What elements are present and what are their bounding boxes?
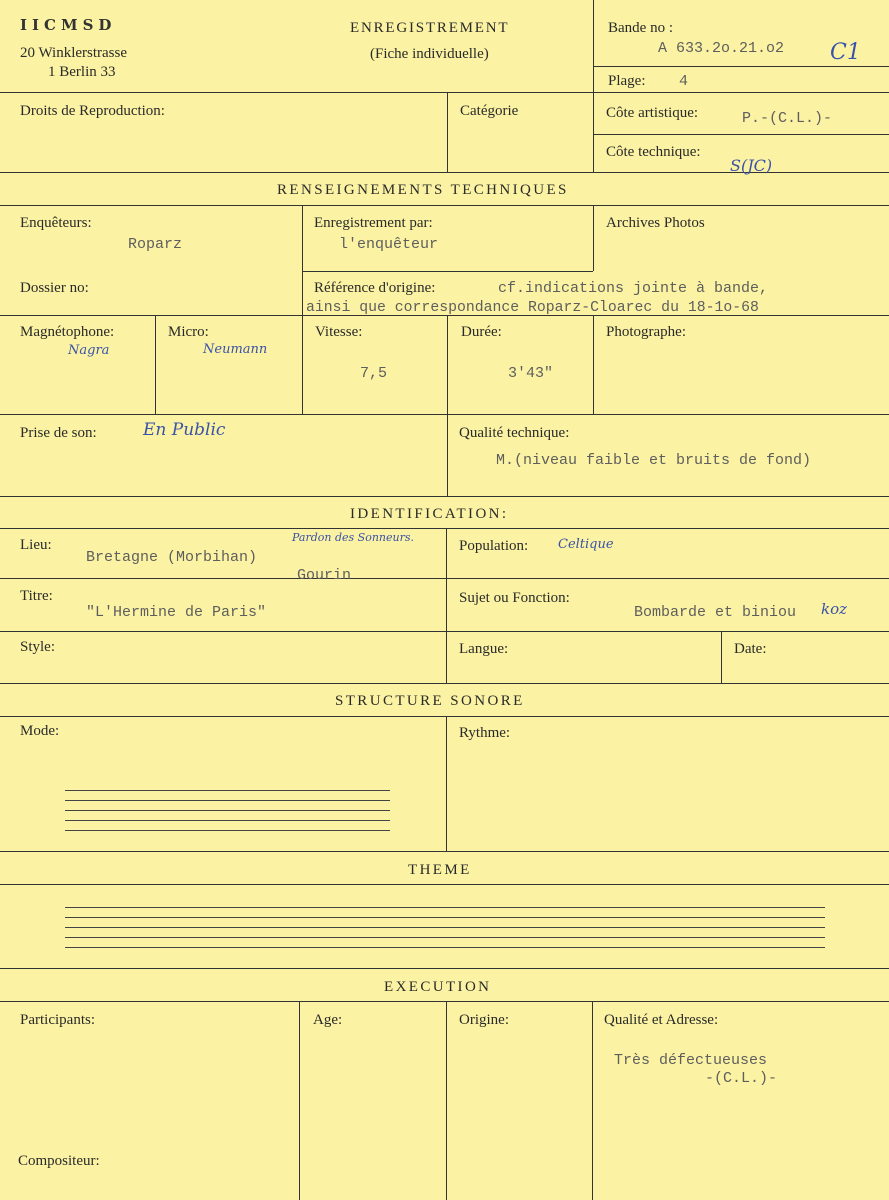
- lieu-handwritten: Pardon des Sonneurs.: [292, 531, 414, 544]
- rule-mode-bottom: [0, 851, 889, 852]
- sujet-handwritten: koz: [821, 600, 848, 618]
- micro-value: Neumann: [203, 342, 268, 357]
- rule-v-ident: [446, 528, 447, 683]
- mode-staff-line: [65, 830, 390, 831]
- rule-execution-bottom: [0, 1001, 889, 1002]
- bande-label: Bande no :: [608, 20, 673, 36]
- magnetophone-label: Magnétophone:: [20, 324, 115, 340]
- rule-cote-mid: [593, 134, 889, 135]
- reference-line2: ainsi que correspondance Roparz-Cloarec du 18-1o-68: [306, 300, 759, 316]
- rule-ident-bottom: [0, 528, 889, 529]
- rule-lieu-bottom: [0, 578, 889, 579]
- plage-value: 4: [679, 73, 689, 90]
- rule-header-bottom: [0, 92, 889, 93]
- duree-label: Durée:: [461, 324, 502, 340]
- mode-staff-line: [65, 800, 390, 801]
- rule-v-tech-c: [593, 315, 594, 414]
- titre-label: Titre:: [20, 588, 53, 604]
- rule-titre-bottom: [0, 631, 889, 632]
- section-identification: IDENTIFICATION:: [350, 506, 509, 522]
- population-value: Celtique: [558, 537, 614, 552]
- langue-label: Langue:: [459, 641, 509, 657]
- cote-artistique-value: P.-(C.L.)-: [742, 110, 833, 127]
- section-execution: EXECUTION: [384, 979, 492, 995]
- lieu-town: Gourin: [297, 567, 352, 584]
- qualite-adresse-line1: Très défectueuses: [614, 1052, 768, 1069]
- rule-v-micro: [155, 315, 156, 414]
- rule-row3-bottom: [0, 414, 889, 415]
- address-city: 1 Berlin 33: [48, 64, 116, 80]
- rule-v-tech-b: [593, 205, 594, 271]
- rule-enregistrement-bottom: [302, 271, 593, 272]
- enregistrement-label: Enregistrement par:: [314, 215, 433, 231]
- mode-staff-line: [65, 820, 390, 821]
- age-label: Age:: [313, 1012, 343, 1028]
- qualite-technique-value: M.(niveau faible et bruits de fond): [496, 452, 812, 469]
- qualite-adresse-label: Qualité et Adresse:: [604, 1012, 719, 1028]
- rule-v-tech-a: [302, 205, 303, 414]
- reference-label: Référence d'origine:: [314, 280, 436, 296]
- enqueteurs-label: Enquêteurs:: [20, 215, 92, 231]
- rule-structure-bottom: [0, 716, 889, 717]
- rule-theme-bottom: [0, 884, 889, 885]
- theme-staff-line: [65, 947, 825, 948]
- section-renseignements-techniques: RENSEIGNEMENTS TECHNIQUES: [277, 182, 569, 198]
- rule-style-bottom: [0, 683, 889, 684]
- reference-line1: cf.indications jointe à bande,: [498, 280, 769, 297]
- rule-v-duree: [447, 315, 448, 496]
- enqueteurs-value: Roparz: [128, 236, 183, 253]
- mode-staff-line: [65, 790, 390, 791]
- categorie-label: Catégorie: [460, 103, 519, 119]
- rule-v-header: [593, 0, 594, 172]
- institute-logo: IICMSD: [20, 16, 117, 34]
- mode-staff-line: [65, 810, 390, 811]
- theme-staff-line: [65, 927, 825, 928]
- theme-staff-line: [65, 937, 825, 938]
- population-label: Population:: [459, 538, 529, 554]
- qualite-adresse-line2: -(C.L.)-: [705, 1070, 778, 1087]
- address-street: 20 Winklerstrasse: [20, 45, 128, 61]
- droits-label: Droits de Reproduction:: [20, 103, 165, 119]
- form-title: ENREGISTREMENT: [350, 20, 510, 36]
- section-theme: THEME: [408, 862, 472, 878]
- date-label: Date:: [734, 641, 767, 657]
- archives-photos-label: Archives Photos: [606, 215, 705, 231]
- rythme-label: Rythme:: [459, 725, 511, 741]
- lieu-value: Bretagne (Morbihan): [86, 549, 258, 566]
- rule-ident-top: [0, 496, 889, 497]
- magnetophone-value: Nagra: [68, 343, 110, 358]
- rule-v-qualite: [592, 1001, 593, 1200]
- qualite-technique-label: Qualité technique:: [459, 425, 570, 441]
- theme-staff-line: [65, 907, 825, 908]
- rule-plage-top: [593, 66, 889, 67]
- lieu-label: Lieu:: [20, 537, 52, 553]
- rule-theme-area-bottom: [0, 968, 889, 969]
- sujet-label: Sujet ou Fonction:: [459, 590, 570, 606]
- cote-technique-value: S(JC): [730, 156, 773, 175]
- theme-staff-line: [65, 917, 825, 918]
- plage-label: Plage:: [608, 73, 646, 89]
- photographe-label: Photographe:: [606, 324, 686, 340]
- form-subtitle: (Fiche individuelle): [370, 46, 489, 62]
- dossier-label: Dossier no:: [20, 280, 89, 296]
- prise-de-son-value: En Public: [143, 420, 226, 440]
- mode-label: Mode:: [20, 723, 60, 739]
- rule-tech-bottom: [0, 205, 889, 206]
- bande-value: A 633.2o.21.o2: [658, 40, 785, 57]
- titre-value: "L'Hermine de Paris": [86, 604, 267, 621]
- sujet-value: Bombarde et biniou: [634, 604, 797, 621]
- rule-v-date: [721, 631, 722, 683]
- compositeur-label: Compositeur:: [18, 1153, 100, 1169]
- bande-handwritten: C1: [830, 40, 861, 65]
- style-label: Style:: [20, 639, 56, 655]
- origine-label: Origine:: [459, 1012, 509, 1028]
- cote-technique-label: Côte technique:: [606, 144, 701, 160]
- participants-label: Participants:: [20, 1012, 95, 1028]
- section-structure-sonore: STRUCTURE SONORE: [335, 693, 525, 709]
- rule-v-age: [299, 1001, 300, 1200]
- cote-artistique-label: Côte artistique:: [606, 105, 699, 121]
- rule-v-rythme: [446, 716, 447, 851]
- vitesse-label: Vitesse:: [315, 324, 363, 340]
- rule-v-origine: [446, 1001, 447, 1200]
- rule-v-categorie: [447, 92, 448, 172]
- vitesse-value: 7,5: [360, 365, 388, 382]
- duree-value: 3'43": [508, 365, 554, 382]
- enregistrement-value: l'enquêteur: [339, 236, 439, 253]
- micro-label: Micro:: [168, 324, 209, 340]
- prise-de-son-label: Prise de son:: [20, 425, 97, 441]
